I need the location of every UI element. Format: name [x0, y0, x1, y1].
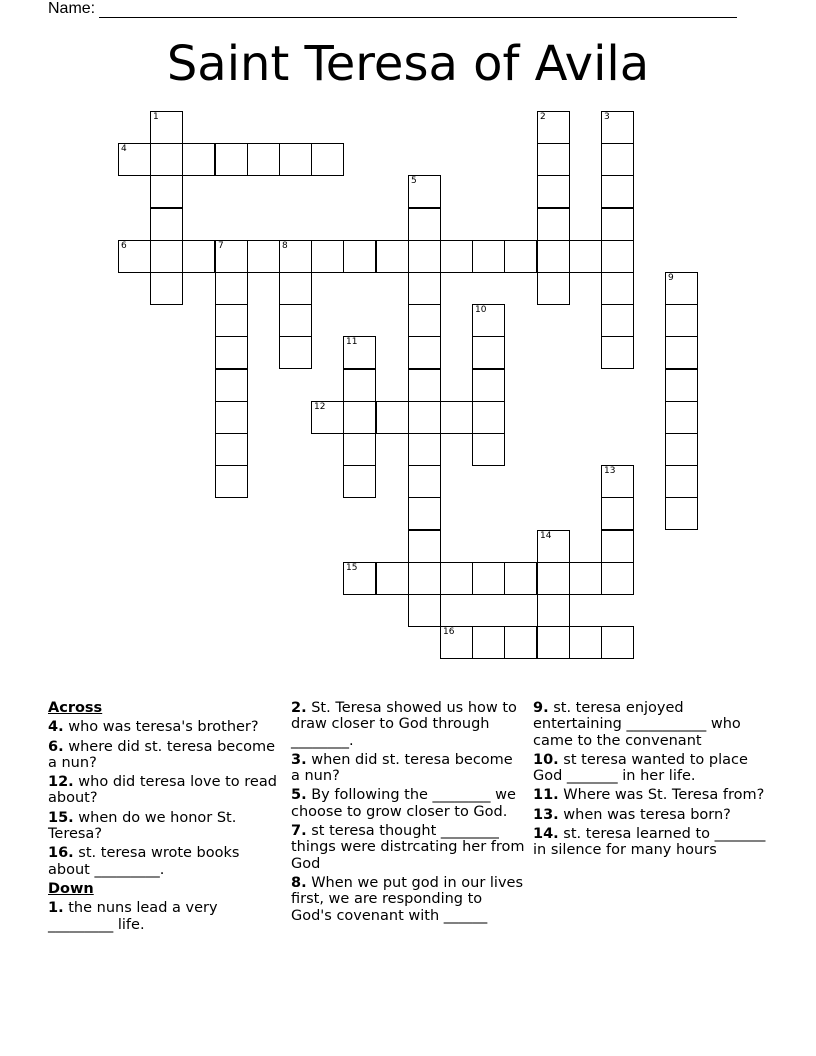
grid-cell[interactable] [472, 304, 505, 337]
clues-column-1 [48, 700, 283, 936]
grid-cell[interactable] [215, 401, 248, 434]
grid-cell[interactable] [150, 111, 183, 144]
clue-item-number: 9. [533, 700, 549, 716]
clue-item-text: st teresa wanted to place God _______ in her life. [533, 751, 748, 785]
grid-cell[interactable] [408, 562, 441, 595]
grid-cell[interactable] [343, 240, 376, 273]
grid-cell[interactable] [569, 626, 602, 659]
clue-item-number: 7. [291, 823, 307, 840]
clue-item [48, 810, 283, 843]
grid-cell[interactable] [343, 562, 376, 595]
clue-item-number: 10. [533, 751, 559, 768]
grid-cell[interactable] [537, 562, 570, 595]
clue-item [533, 752, 768, 785]
grid-cell[interactable] [215, 465, 248, 498]
grid-cell[interactable] [408, 433, 441, 466]
grid-cell[interactable] [472, 401, 505, 434]
grid-cell[interactable] [215, 304, 248, 337]
grid-cell[interactable] [408, 272, 441, 305]
clue-item-text: st. teresa wrote books about _________. [48, 845, 240, 878]
clue-number: 4 [121, 144, 127, 154]
grid-cell[interactable] [408, 304, 441, 337]
grid-cell[interactable] [665, 401, 698, 434]
grid-cell[interactable] [408, 401, 441, 434]
grid-cell[interactable] [311, 401, 344, 434]
clue-item [291, 875, 526, 924]
grid-cell[interactable] [215, 272, 248, 305]
grid-cell[interactable] [408, 369, 441, 402]
grid-cell[interactable] [182, 240, 215, 273]
grid-cell[interactable] [537, 594, 570, 627]
clue-number: 9 [668, 273, 674, 283]
clue-item-text: st teresa thought ________ things were distrcating her from God [291, 823, 525, 872]
across-header: Across [48, 700, 103, 716]
clue-item [533, 826, 768, 859]
grid-cell[interactable] [665, 304, 698, 337]
clue-item [291, 700, 526, 749]
grid-cell[interactable] [215, 240, 248, 273]
clue-item-number: 13. [533, 806, 559, 823]
grid-cell[interactable] [472, 562, 505, 595]
grid-cell[interactable] [665, 336, 698, 369]
grid-cell[interactable] [504, 562, 537, 595]
grid-cell[interactable] [376, 240, 409, 273]
grid-cell[interactable] [376, 562, 409, 595]
grid-cell[interactable] [504, 240, 537, 273]
grid-cell[interactable] [408, 175, 441, 208]
clue-number: 2 [540, 112, 546, 122]
grid-cell[interactable] [150, 143, 183, 176]
grid-cell[interactable] [215, 336, 248, 369]
clues-column-2 [291, 700, 526, 927]
grid-cell[interactable] [343, 336, 376, 369]
clue-number: 15 [346, 563, 358, 573]
clue-item-number: 15. [48, 809, 74, 826]
grid-cell[interactable] [150, 208, 183, 241]
grid-cell[interactable] [118, 143, 151, 176]
clue-item-text: By following the ________ we choose to grow closer to God. [291, 787, 516, 820]
grid-cell[interactable] [537, 272, 570, 305]
grid-cell[interactable] [279, 304, 312, 337]
grid-cell[interactable] [311, 240, 344, 273]
clue-item-text: when do we honor St. Teresa? [48, 809, 237, 843]
grid-cell[interactable] [279, 143, 312, 176]
clue-item [533, 700, 768, 749]
grid-cell[interactable] [408, 240, 441, 273]
clue-number: 8 [282, 241, 288, 251]
grid-cell[interactable] [343, 433, 376, 466]
grid-cell[interactable] [440, 562, 473, 595]
clue-item-number: 1. [48, 900, 64, 917]
grid-cell[interactable] [601, 562, 634, 595]
grid-cell[interactable] [472, 240, 505, 273]
grid-cell[interactable] [408, 594, 441, 627]
grid-cell[interactable] [215, 143, 248, 176]
grid-cell[interactable] [215, 433, 248, 466]
grid-cell[interactable] [537, 111, 570, 144]
grid-cell[interactable] [601, 208, 634, 241]
clue-item-number: 11. [533, 787, 559, 804]
down-header: Down [48, 880, 94, 897]
grid-cell[interactable] [408, 208, 441, 241]
clue-number: 13 [604, 466, 616, 476]
grid-cell[interactable] [601, 530, 634, 563]
grid-cell[interactable] [537, 208, 570, 241]
grid-cell[interactable] [343, 401, 376, 434]
clue-item-text: St. Teresa showed us how to draw closer to God through ________. [291, 700, 517, 749]
grid-cell[interactable] [440, 240, 473, 273]
clue-item-number: 2. [291, 700, 307, 716]
clue-item-text: st. teresa learned to _______ in silence for many hours [533, 826, 766, 859]
grid-cell[interactable] [601, 465, 634, 498]
grid-cell[interactable] [569, 240, 602, 273]
clue-item [48, 739, 283, 772]
grid-cell[interactable] [408, 336, 441, 369]
grid-cell[interactable] [504, 626, 537, 659]
grid-cell[interactable] [665, 465, 698, 498]
clue-number: 6 [121, 241, 127, 251]
clue-item-text: when did st. teresa become a nun? [291, 751, 513, 785]
grid-cell[interactable] [601, 111, 634, 144]
grid-cell[interactable] [665, 497, 698, 530]
grid-cell[interactable] [215, 369, 248, 402]
clue-item-text: who was teresa's brother? [63, 719, 259, 736]
grid-cell[interactable] [569, 562, 602, 595]
grid-cell[interactable] [601, 272, 634, 305]
grid-cell[interactable] [311, 143, 344, 176]
clue-number: 16 [443, 627, 455, 637]
clue-item-number: 12. [48, 774, 74, 791]
clue-number: 7 [218, 241, 224, 251]
grid-cell[interactable] [665, 369, 698, 402]
name-label: Name: [48, 0, 96, 17]
clue-number: 12 [314, 402, 326, 412]
clue-item-text: the nuns lead a very _________ life. [48, 900, 218, 933]
grid-cell[interactable] [150, 240, 183, 273]
clue-number: 1 [153, 112, 159, 122]
clue-number: 3 [604, 112, 610, 122]
grid-cell[interactable] [601, 175, 634, 208]
clue-item [48, 719, 283, 735]
grid-cell[interactable] [601, 143, 634, 176]
clue-number: 10 [475, 305, 487, 315]
clue-item-text: when was teresa born? [558, 806, 731, 823]
clue-number: 14 [540, 531, 552, 541]
grid-cell[interactable] [279, 240, 312, 273]
clue-item-number: 6. [48, 738, 64, 755]
clue-item-text: st. teresa enjoyed entertaining ___________ who came to the convenant [533, 700, 741, 749]
grid-cell[interactable] [665, 272, 698, 305]
clue-item-number: 14. [533, 826, 559, 843]
grid-cell[interactable] [279, 336, 312, 369]
grid-cell[interactable] [343, 465, 376, 498]
clue-number: 11 [346, 337, 358, 347]
grid-cell[interactable] [601, 626, 634, 659]
grid-cell[interactable] [408, 530, 441, 563]
grid-cell[interactable] [537, 240, 570, 273]
clue-item [533, 807, 768, 823]
grid-cell[interactable] [537, 530, 570, 563]
clue-number: 5 [411, 176, 417, 186]
grid-cell[interactable] [537, 143, 570, 176]
grid-cell[interactable] [537, 175, 570, 208]
grid-cell[interactable] [537, 626, 570, 659]
clue-item [291, 752, 526, 785]
puzzle-title: Saint Teresa of Avila [166, 36, 650, 92]
clue-item-text: who did teresa love to read about? [48, 774, 277, 807]
clue-item-number: 5. [291, 787, 307, 804]
grid-cell[interactable] [376, 401, 409, 434]
grid-cell[interactable] [150, 175, 183, 208]
grid-cell[interactable] [279, 272, 312, 305]
clue-item-number: 16. [48, 845, 74, 862]
grid-cell[interactable] [408, 465, 441, 498]
clue-item [48, 845, 283, 878]
clue-item-number: 3. [291, 751, 307, 768]
clue-item [291, 823, 526, 872]
grid-cell[interactable] [601, 336, 634, 369]
grid-cell[interactable] [440, 401, 473, 434]
clue-item-number: 8. [291, 874, 307, 891]
clue-item-text: Where was St. Teresa from? [558, 787, 765, 804]
clue-item-text: When we put god in our lives first, we are responding to God's covenant with ______ [291, 874, 524, 924]
grid-cell[interactable] [601, 304, 634, 337]
grid-cell[interactable] [247, 240, 280, 273]
grid-cell[interactable] [601, 497, 634, 530]
grid-cell[interactable] [343, 369, 376, 402]
grid-cell[interactable] [665, 433, 698, 466]
grid-cell[interactable] [150, 272, 183, 305]
clue-item-text: where did st. teresa become a nun? [48, 738, 276, 771]
grid-cell[interactable] [182, 143, 215, 176]
clues-column-3 [533, 700, 768, 862]
grid-cell[interactable] [472, 433, 505, 466]
grid-cell[interactable] [472, 626, 505, 659]
grid-cell[interactable] [118, 240, 151, 273]
grid-cell[interactable] [408, 497, 441, 530]
grid-cell[interactable] [601, 240, 634, 273]
clue-item [48, 900, 283, 933]
clue-item [48, 774, 283, 807]
grid-cell[interactable] [440, 626, 473, 659]
clue-item [533, 787, 768, 803]
clue-item [291, 787, 526, 820]
grid-cell[interactable] [472, 336, 505, 369]
grid-cell[interactable] [472, 369, 505, 402]
clue-item-number: 4. [48, 719, 64, 736]
grid-cell[interactable] [247, 143, 280, 176]
